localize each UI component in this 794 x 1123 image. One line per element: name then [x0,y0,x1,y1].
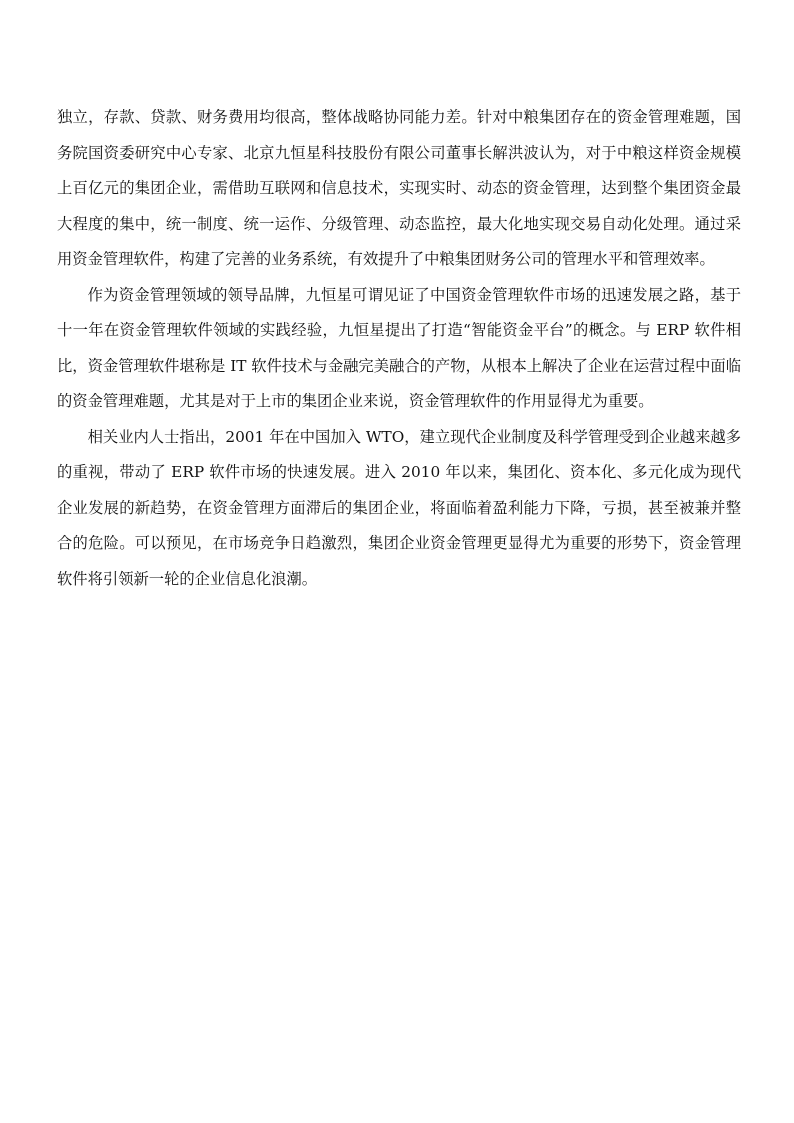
document-body [57,100,741,597]
paragraph-jiuhengxing: 作为资金管理领域的领导品牌，九恒星可谓见证了中国资金管理软件市场的迅速发展之路，基于十一年在资金管理软件领域的实践经验，九恒星提出了打造“智能资金平台”的概念。与 ERP 软件相比，资金管理软件堪称是 IT 软件技术与金融完美融合的产物，从根本上解决了企业在运营过程中面临的资金管理难题，尤其是对于上市的集团企业来说，资金管理软件的作用显得尤为重要。 [57,285,741,410]
paragraph-continued: 独立，存款、贷款、财务费用均很高，整体战略协同能力差。针对中粮集团存在的资金管理难题，国务院国资委研究中心专家、北京九恒星科技股份有限公司董事长解洪波认为，对于中粮这样资金规模上百亿元的集团企业，需借助互联网和信息技术，实现实时、动态的资金管理，达到整个集团资金最大程度的集中，统一制度、统一运作、分级管理、动态监控，最大化地实现交易自动化处理。通过采用资金管理软件，构建了完善的业务系统，有效提升了中粮集团财务公司的管理水平和管理效率。 [57,108,741,268]
paragraph-industry-outlook: 相关业内人士指出，2001 年在中国加入 WTO，建立现代企业制度及科学管理受到企业越来越多的重视，带动了 ERP 软件市场的快速发展。进入 2010 年以来，集团化、资本化、多元化成为现代企业发展的新趋势，在资金管理方面滞后的集团企业，将面临着盈利能力下降，亏损，甚至被兼并整合的危险。可以预见，在市场竞争日趋激烈，集团企业资金管理更显得尤为重要的形势下，资金管理软件将引领新一轮的企业信息化浪潮。 [57,427,741,588]
